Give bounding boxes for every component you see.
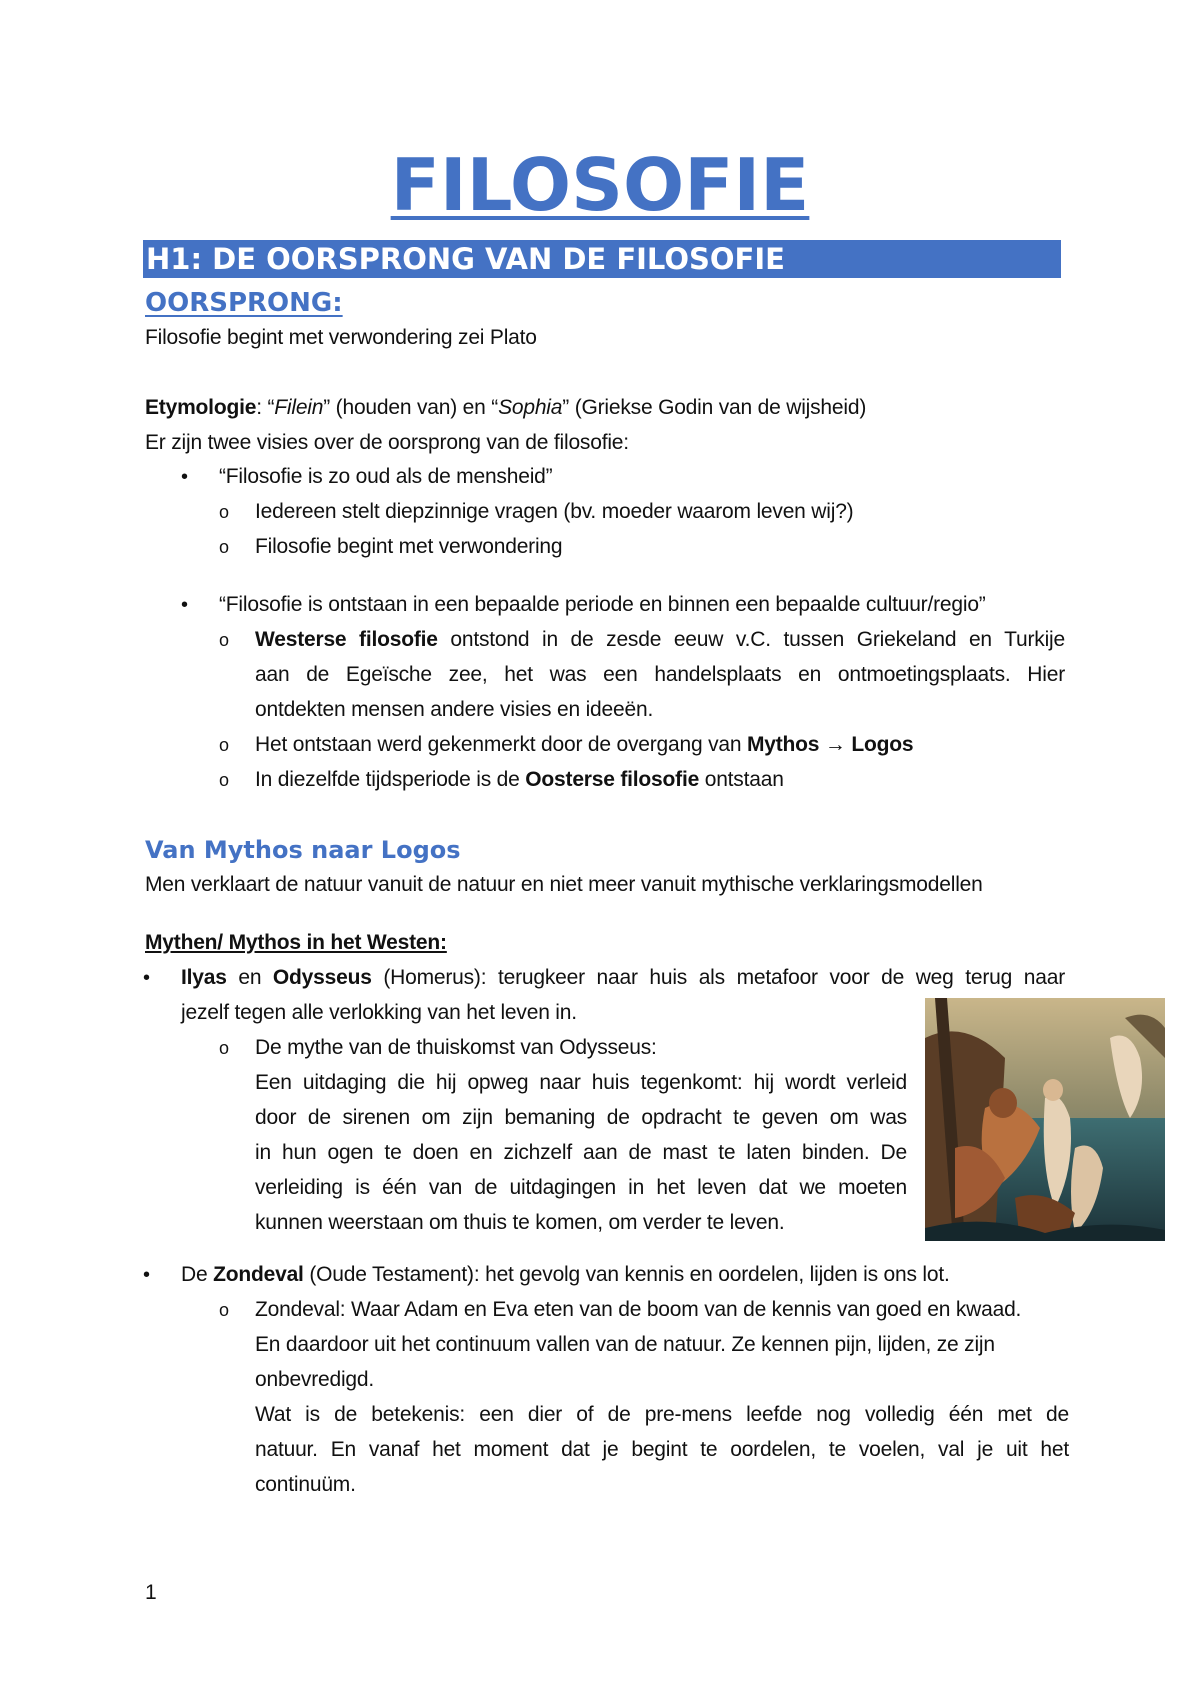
ilyas-en: en — [226, 966, 273, 989]
odyssee-line-2: jezelf tegen alle verlokking van het leven in. — [181, 1001, 577, 1024]
intro-line: Filosofie begint met verwondering zei Plato — [145, 326, 537, 349]
visie-2-text: “Filosofie is ontstaan in een bepaalde periode en binnen een bepaalde cultuur/regio” — [219, 593, 986, 616]
circle-bullet-icon: o — [219, 537, 230, 557]
etymology-quote-open: “ — [261, 396, 275, 419]
mythen-heading-text: Mythen/ Mythos in het Westen: — [145, 931, 447, 954]
odyssee-para-1: Een uitdaging die hij opweg naar huis tegenkomt: hij wordt verleid — [255, 1071, 907, 1094]
odysseus-sirens-painting — [925, 998, 1165, 1241]
section-heading-oorsprong: OORSPRONG: — [145, 288, 343, 318]
oosterse-prefix: In diezelfde tijdsperiode is de — [255, 768, 526, 791]
mythen-heading — [145, 926, 447, 960]
bullet-icon: • — [143, 1264, 151, 1286]
logos-bold: Logos — [851, 733, 914, 756]
circle-bullet-icon: o — [219, 735, 230, 755]
visies-intro: Er zijn twee visies over de oorsprong van de filosofie: — [145, 431, 629, 454]
odyssee-para-5: kunnen weerstaan om thuis te komen, om verder te leven. — [255, 1211, 785, 1234]
mythos-intro: Men verklaart de natuur vanuit de natuur en niet meer vanuit mythische verklaringsmodellen — [145, 873, 983, 896]
bullet-icon: • — [181, 466, 189, 488]
circle-bullet-icon: o — [219, 1038, 230, 1058]
section-heading-mythos-logos: Van Mythos naar Logos — [145, 836, 461, 864]
document-title: FILOSOFIE — [390, 143, 810, 227]
zondeval-rest: (Oude Testament): het gevolg van kennis en oordelen, lijden is ons lot. — [303, 1263, 950, 1286]
etymology-colon: : — [256, 396, 262, 419]
odyssee-sub: De mythe van de thuiskomst van Odysseus: — [255, 1036, 657, 1059]
odysseus-bold: Odysseus — [272, 966, 372, 989]
bullet-icon: • — [143, 967, 151, 989]
circle-bullet-icon: o — [219, 770, 230, 790]
ilyas-bold: Ilyas — [181, 966, 227, 989]
zondeval-line — [181, 1258, 950, 1292]
arrow-right-icon: → — [819, 733, 852, 756]
visie-1-sub-2: Filosofie begint met verwondering — [255, 535, 563, 558]
westerse-filosofie-line-2: aan de Egeïsche zee, het was een handelsplaats en ontmoetingsplaats. Hier — [255, 663, 1065, 686]
etymology-label: Etymologie — [145, 396, 257, 419]
westerse-filosofie-rest: ontstond in de zesde eeuw v.C. tussen Griekeland en Turkije — [437, 628, 1065, 651]
mythos-bold: Mythos — [746, 733, 820, 756]
westerse-filosofie-line-1 — [255, 623, 1065, 657]
zondeval-prefix: De — [181, 1263, 214, 1286]
page-number: 1 — [145, 1581, 157, 1604]
zondeval-bold: Zondeval — [213, 1263, 304, 1286]
odyssee-para-3: in hun ogen te doen en zichzelf aan de mast te laten binden. De — [255, 1141, 907, 1164]
westerse-filosofie-line-3: ontdekten mensen andere visies en ideeën. — [255, 698, 654, 721]
mythos-logos-line — [255, 728, 913, 762]
etymology-line — [145, 391, 866, 425]
etymology-sophia: Sophia — [498, 396, 563, 419]
etymology-filein: Filein — [274, 396, 324, 419]
zondeval-sub-6: continuüm. — [255, 1473, 356, 1496]
visie-1-text: “Filosofie is zo oud als de mensheid” — [219, 465, 553, 488]
zondeval-sub-5: natuur. En vanaf het moment dat je begint te oordelen, te voelen, val je uit het — [255, 1438, 1069, 1461]
zondeval-sub-2: En daardoor uit het continuum vallen van de natuur. Ze kennen pijn, lijden, ze zijn — [255, 1333, 995, 1356]
zondeval-sub-1: Zondeval: Waar Adam en Eva eten van de boom van de kennis van goed en kwaad. — [255, 1298, 1022, 1321]
etymology-end: ” (Griekse Godin van de wijsheid) — [562, 396, 867, 419]
odyssee-line-1 — [181, 961, 1065, 995]
zondeval-sub-3: onbevredigd. — [255, 1368, 375, 1391]
bullet-icon: • — [181, 594, 189, 616]
circle-bullet-icon: o — [219, 630, 230, 650]
circle-bullet-icon: o — [219, 502, 230, 522]
circle-bullet-icon: o — [219, 1300, 230, 1320]
mythos-logos-prefix: Het ontstaan werd gekenmerkt door de overgang van — [255, 733, 747, 756]
oosterse-suffix: ontstaan — [699, 768, 784, 791]
oosterse-filosofie-line — [255, 763, 784, 797]
oosterse-bold: Oosterse filosofie — [525, 768, 700, 791]
visie-1-sub-1: Iedereen stelt diepzinnige vragen (bv. moeder waarom leven wij?) — [255, 500, 854, 523]
odyssee-line-1-rest: (Homerus): terugkeer naar huis als metafoor voor de weg terug naar — [371, 966, 1065, 989]
painting-image — [925, 998, 1165, 1241]
odyssee-para-2: door de sirenen om zijn bemaning de opdracht te geven om was — [255, 1106, 907, 1129]
westerse-filosofie-bold: Westerse filosofie — [255, 628, 438, 651]
chapter-heading: H1: DE OORSPRONG VAN DE FILOSOFIE — [143, 240, 1061, 278]
etymology-middle: ” (houden van) en “ — [323, 396, 499, 419]
odyssee-para-4: verleiding is één van de uitdagingen in het leven dat we moeten — [255, 1176, 907, 1199]
zondeval-sub-4: Wat is de betekenis: een dier of de pre-mens leefde nog volledig één met de — [255, 1403, 1069, 1426]
